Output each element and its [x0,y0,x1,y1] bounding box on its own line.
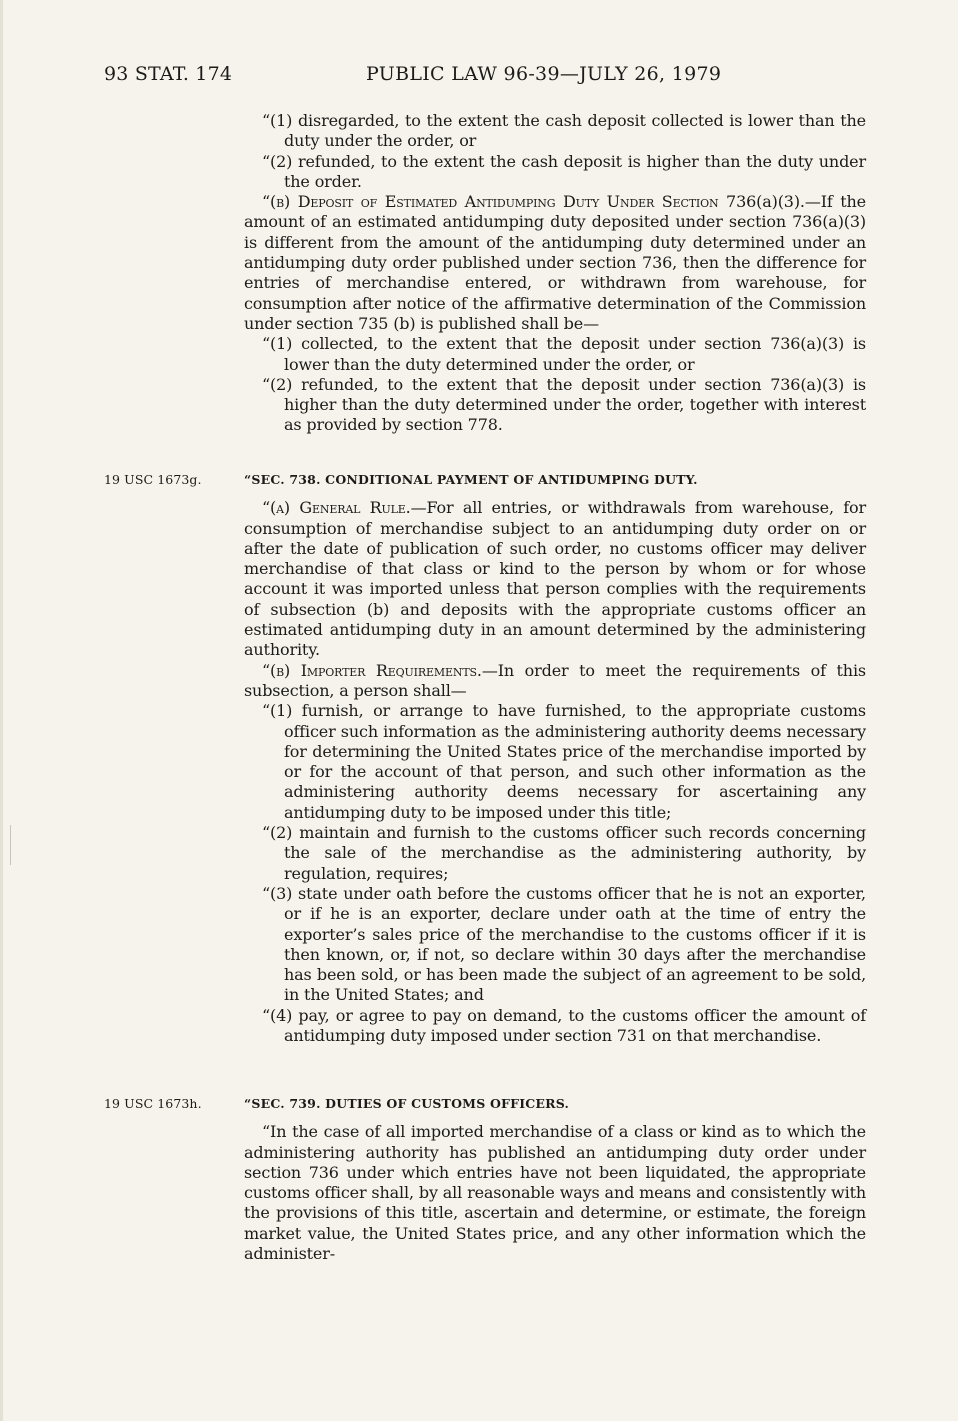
section-738 [244,470,866,1046]
margin-note-1673h: 19 USC 1673h. [104,1096,202,1111]
importer-requirements-text: —In order to meet the requirements of this subsection, a person shall— [244,660,866,700]
section-739-heading: “SEC. 739. DUTIES OF CUSTOMS OFFICERS. [244,1096,570,1111]
paragraph-1-disregarded: “(1) disregarded, to the extent the cash deposit collected is lower than the duty under the order, or [262,111,866,151]
importer-requirements-heading: “(b) Importer Requirements. [262,660,482,680]
section-738-heading: “SEC. 738. CONDITIONAL PAYMENT OF ANTIDUMPING DUTY. [244,472,698,487]
margin-mark [10,825,11,865]
stat-citation: 93 STAT. 174 [104,63,233,85]
paragraph-2-refunded: “(2) refunded, to the extent the cash deposit is higher than the duty under the order. [262,151,866,191]
general-rule-text: —For all entries, or withdrawals from warehouse, for consumption of merchandise subject to an antidumping duty order on or after the date of publication of such order, no customs officer may deliver merchandise of that class or kind to the person by whom or for whose account it was imported unless that person complies with the requirements of subsection (b) and deposits with the appropriate customs officer an estimated antidumping duty in an amount determined by the administering authority. [244,498,866,660]
requirement-4-pay: “(4) pay, or agree to pay on demand, to the customs officer the amount of antidumping duty imposed under section 731 on that merchandise. [262,1005,866,1046]
paragraph-2-refunded-interest: “(2) refunded, to the extent that the deposit under section 736(a)(3) is higher than the duty determined under the order, together with interest as provided by section 778. [262,374,866,435]
general-rule-heading: “(a) General Rule. [262,498,411,518]
section-738-b [244,661,866,702]
subsection-b-deposit [244,192,866,334]
subsection-b-heading: “(b) Deposit of Estimated Antidumping Duty Under Section [262,192,719,212]
section-739-text: “In the case of all imported merchandise of a class or kind as to which the administering authority has published an antidumping duty order under section 736 under which entries have not been liquidated, the appropriate customs officer shall, by all reasonable ways and means and consistently with the provisions of this title, ascertain and determine, or estimate, the foreign market value, the United States price, and any other information which the administer- [244,1122,866,1264]
continuation-block [244,111,866,436]
subsection-b-text: 736(a)(3).—If the amount of an estimated antidumping duty deposited under section 736(a)(3) is different from the amount of the antidumping duty determined under an antidumping duty order published under section 736, then the difference for entries of merchandise entered, or withdrawn from warehouse, for consumption after notice of the affirmative determination of the Commission under section 735 (b) is published shall be— [244,192,867,333]
scan-edge [0,0,3,1421]
page-title: PUBLIC LAW 96-39—JULY 26, 1979 [366,63,722,85]
requirement-2-maintain: “(2) maintain and furnish to the customs officer such records concerning the sale of the merchandise as the administering authority, by regulation, requires; [262,823,866,883]
section-738-a [244,498,866,660]
requirement-3-oath: “(3) state under oath before the customs officer that he is not an exporter, or if he is an exporter, declare under oath at the time of entry the exporter’s sales price of the merchandise to the customs officer if it is then known, or, if not, so declare within 30 days after the merchandise has been sold, or has been made the subject of an agreement to be sold, in the United States; and [262,883,866,1005]
requirement-1-furnish: “(1) furnish, or arrange to have furnished, to the appropriate customs officer such information as the administering authority deems necessary for determining the United States price of the merchandise imported by or for the account of that person, and such other information as the administering authority deems necessary for ascertaining any antidumping duty to be imposed under this title; [262,701,866,822]
margin-note-1673g: 19 USC 1673g. [104,472,202,487]
paragraph-1-collected: “(1) collected, to the extent that the deposit under section 736(a)(3) is lower than the duty determined under the order, or [262,334,866,374]
section-739 [244,1094,866,1264]
